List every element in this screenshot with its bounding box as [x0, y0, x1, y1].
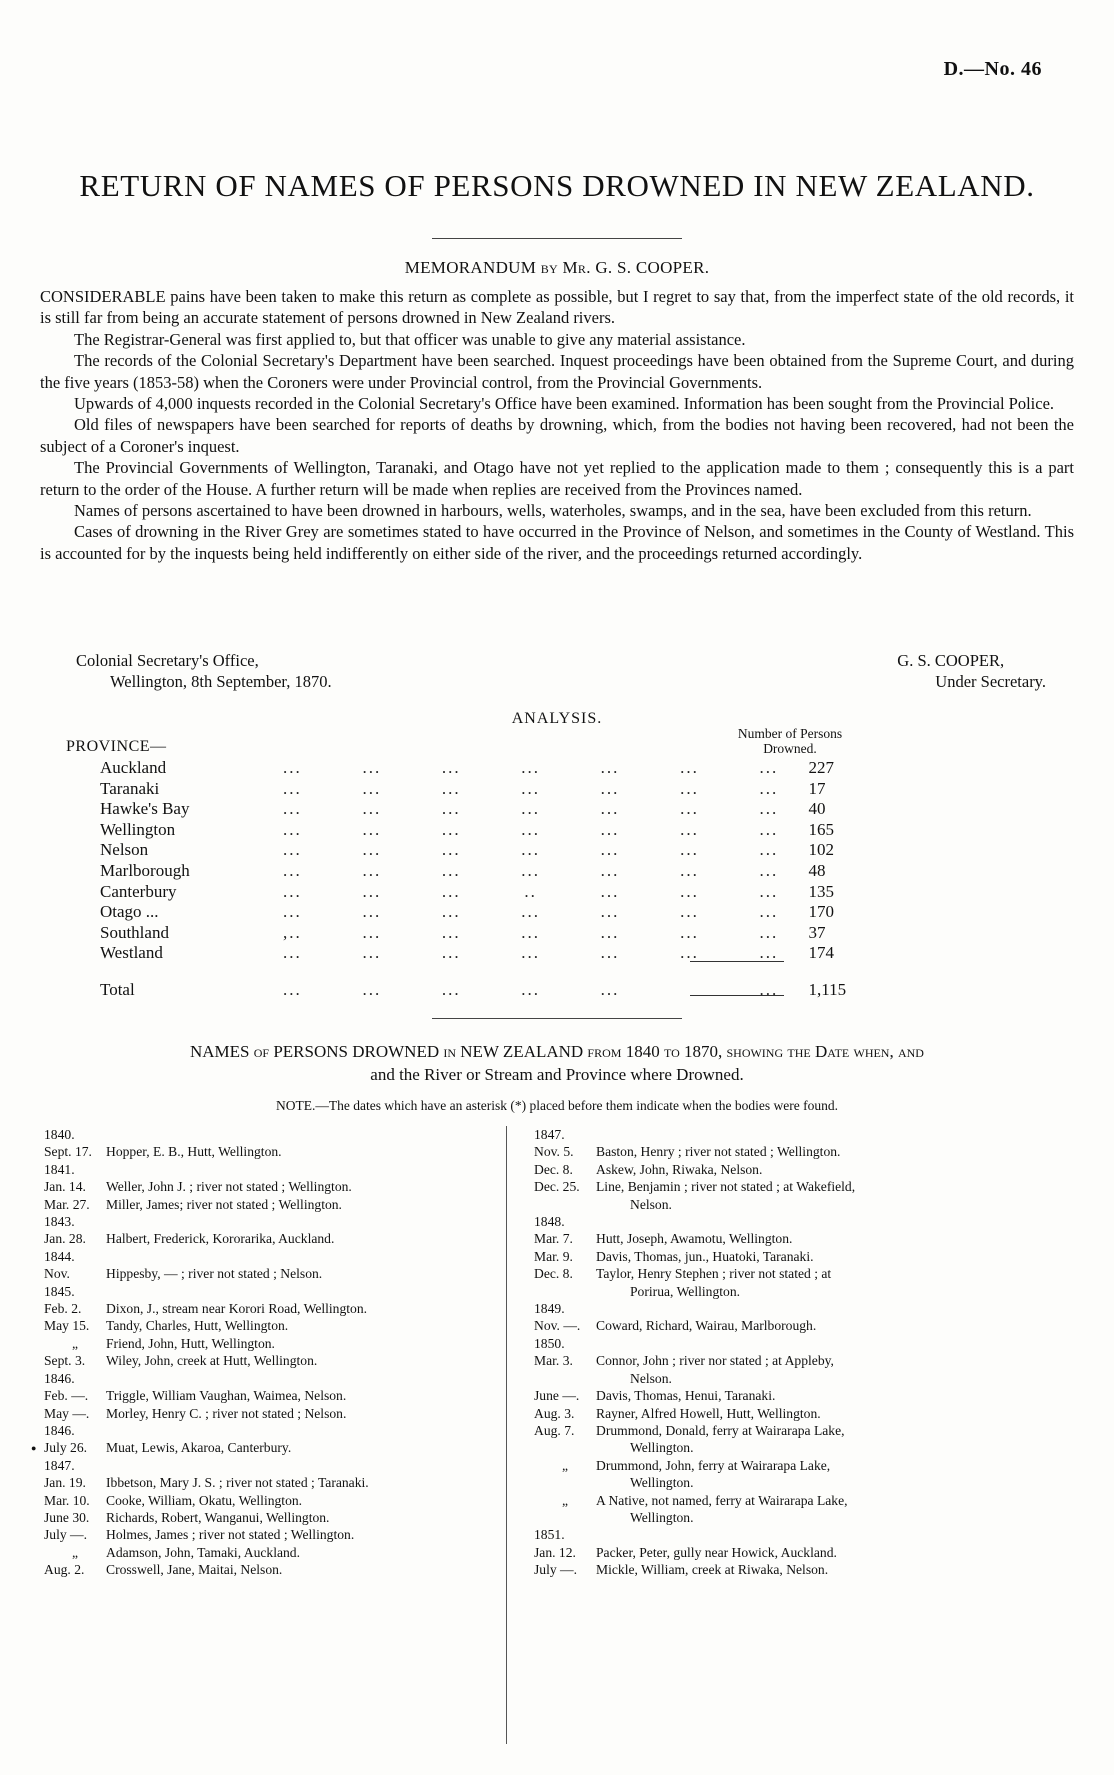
- dot-leader: ...: [600, 758, 620, 777]
- dot-leader: ...: [441, 881, 461, 901]
- list-item: [530, 1387, 1050, 1404]
- dot-leader: ...: [441, 778, 461, 798]
- list-item: [530, 1230, 1050, 1247]
- dot-leader: ...: [441, 922, 461, 942]
- entry-date: Feb. 2.: [44, 1301, 82, 1317]
- dot-leader: ...: [759, 979, 779, 999]
- dot-leader: ...: [521, 799, 540, 819]
- dot-leader: ...: [680, 902, 699, 922]
- list-item: [530, 1405, 1050, 1422]
- paragraph: The Provincial Governments of Wellington, Taranaki, and Otago have not yet replied to the application made to them ; consequently this is a part return to the order of the House. A further return will be made when replies are received from the Provinces named.: [40, 458, 1074, 499]
- signature-block: [40, 650, 1074, 693]
- dot-leader: ...: [362, 778, 382, 798]
- province-name: Hawke's Bay: [100, 799, 190, 819]
- dot-leader: ...: [759, 799, 779, 819]
- paragraph: Cases of drowning in the River Grey are sometimes stated to have occurred in the Province of Nelson, and sometimes in the County of Westland. This is accounted for by the inquests being held indifferently on either side of the river, and the proceedings returned accordingly.: [40, 522, 1074, 563]
- dot-leader: ...: [283, 840, 302, 860]
- place-date-line: Wellington, 8th September, 1870.: [110, 672, 332, 692]
- dot-leader: ...: [680, 799, 699, 819]
- entry-text: Drummond, John, ferry at Wairarapa Lake, Wellington.: [596, 1457, 1050, 1492]
- dot-leader: ...: [600, 819, 620, 839]
- province-name: Auckland: [100, 758, 167, 777]
- list-item: [40, 1265, 485, 1282]
- dot-leader: ...: [521, 819, 540, 839]
- entry-text: Drummond, Donald, ferry at Wairarapa Lake, Wellington.: [596, 1422, 1050, 1457]
- dot-leader: ...: [362, 902, 382, 922]
- list-item: [40, 1230, 485, 1247]
- total-value: 1,115: [808, 979, 847, 999]
- entry-text: Connor, John ; river nor stated ; at Appleby, Nelson.: [596, 1352, 1050, 1387]
- dot-leader: ...: [283, 902, 302, 922]
- list-item: [530, 1561, 1050, 1578]
- dot-leader: ...: [759, 840, 779, 860]
- entry-text: Richards, Robert, Wanganui, Wellington.: [106, 1509, 330, 1525]
- dot-leader: ..: [524, 881, 537, 901]
- dot-leader: ...: [600, 860, 620, 880]
- entry-date: Mar. 7.: [534, 1231, 573, 1247]
- entry-date: Aug. 7.: [534, 1422, 575, 1438]
- dot-leader: ...: [362, 840, 382, 860]
- names-lists: [40, 1126, 1074, 1756]
- year-heading: 1844.: [44, 1248, 75, 1264]
- analysis-table-body: [100, 758, 890, 1001]
- entry-date: Mar. 27.: [44, 1196, 90, 1212]
- entry-date: Mar. 9.: [534, 1248, 573, 1264]
- names-heading-line1: NAMES of PERSONS DROWNED in NEW ZEALAND from 1840 to 1870, showing the Date when, and: [190, 1042, 924, 1061]
- dot-leader: ...: [600, 881, 620, 901]
- entry-date: May 15.: [44, 1318, 90, 1334]
- entry-date: ● July 26.: [40, 1439, 106, 1456]
- column-divider: [506, 1126, 507, 1744]
- province-label: PROVINCE—: [66, 738, 167, 755]
- entry-text-continuation: Nelson.: [630, 1370, 672, 1386]
- list-item: [40, 1544, 485, 1561]
- total-rule-top: [690, 961, 784, 962]
- office-line: Colonial Secretary's Office,: [76, 651, 259, 670]
- entry-text: Crosswell, Jane, Maitai, Nelson.: [106, 1562, 283, 1578]
- dot-leader: ...: [680, 778, 699, 798]
- table-row: [100, 923, 890, 944]
- list-item: [40, 1300, 485, 1317]
- dot-leader: ...: [759, 758, 779, 777]
- paragraph: The Registrar-General was first applied to, but that officer was unable to give any material assistance.: [74, 329, 746, 349]
- dot-leader: ...: [600, 943, 620, 963]
- entry-text: Askew, John, Riwaka, Nelson.: [596, 1161, 763, 1177]
- dot-leader: ...: [283, 758, 302, 777]
- analysis-heading: ANALYSIS.: [511, 710, 603, 727]
- list-item: [40, 1143, 485, 1160]
- entry-text: Mickle, William, creek at Riwaka, Nelson.: [596, 1562, 829, 1578]
- dot-leader: ...: [441, 860, 461, 880]
- dot-leader: ...: [680, 819, 699, 839]
- year-heading: 1843.: [44, 1214, 75, 1230]
- entry-text: Friend, John, Hutt, Wellington.: [106, 1335, 275, 1351]
- dot-leader: ...: [600, 840, 620, 860]
- dot-leader: ...: [680, 860, 699, 880]
- year-heading: 1851.: [534, 1527, 565, 1543]
- year-heading: 1846.: [44, 1370, 75, 1386]
- drowned-count: 165: [808, 819, 835, 839]
- list-item: [40, 1439, 485, 1456]
- dot-leader: ...: [441, 943, 461, 963]
- dot-leader: ,..: [283, 922, 302, 942]
- list-item: [40, 1178, 485, 1195]
- dot-leader: ...: [362, 799, 382, 819]
- province-name: Westland: [100, 943, 163, 963]
- dot-leader: ...: [759, 943, 779, 963]
- dot-leader: ...: [441, 840, 461, 860]
- dot-leader: ...: [441, 799, 461, 819]
- entry-date: Mar. 10.: [44, 1492, 90, 1508]
- entry-text: Davis, Thomas, Henui, Taranaki.: [596, 1388, 776, 1404]
- analysis-table: [100, 758, 890, 1001]
- dot-leader: ...: [362, 819, 382, 839]
- province-name: Southland: [100, 922, 169, 942]
- drowned-count: 37: [808, 922, 826, 942]
- entry-text: A Native, not named, ferry at Wairarapa Lake, Wellington.: [596, 1492, 1050, 1527]
- entry-text: Packer, Peter, gully near Howick, Auckland.: [596, 1544, 837, 1560]
- paragraph: CONSIDERABLE pains have been taken to make this return as complete as possible, but I regret to say that, from the imperfect state of the old records, it is still far from being an accurate statement of persons drowned in New Zealand rivers.: [40, 287, 1074, 328]
- dot-leader: ...: [600, 979, 620, 999]
- entry-date: Dec. 8.: [534, 1161, 573, 1177]
- entry-date: June 30.: [44, 1509, 90, 1525]
- dot-leader: ...: [441, 758, 461, 777]
- entry-date: Aug. 3.: [534, 1405, 575, 1421]
- year-heading: 1850.: [534, 1335, 565, 1351]
- year-heading: 1840.: [44, 1127, 75, 1142]
- year-heading: 1846.: [44, 1422, 75, 1438]
- list-item: [40, 1509, 485, 1526]
- dot-leader: ...: [283, 799, 302, 819]
- dot-leader: ...: [283, 778, 302, 798]
- paragraph: Upwards of 4,000 inquests recorded in the Colonial Secretary's Office have been examined. Information has been sought from the Provincial Police.: [74, 394, 1055, 414]
- drowned-count: 40: [808, 799, 826, 819]
- entry-text: Cooke, William, Okatu, Wellington.: [106, 1492, 303, 1508]
- entry-date: July —.: [44, 1527, 88, 1543]
- dot-leader: ...: [759, 819, 779, 839]
- entry-date: Aug. 2.: [44, 1562, 85, 1578]
- signature-left: [40, 650, 332, 693]
- entry-text: Muat, Lewis, Akaroa, Canterbury.: [106, 1440, 292, 1456]
- drowned-count: 227: [808, 758, 835, 777]
- entry-text: Holmes, James ; river not stated ; Wellington.: [106, 1527, 355, 1543]
- analysis-column-header-line2: Drowned.: [763, 741, 817, 756]
- list-item: [530, 1544, 1050, 1561]
- dot-leader: ...: [759, 860, 779, 880]
- entry-text: Taylor, Henry Stephen ; river not stated ; at Porirua, Wellington.: [596, 1265, 1050, 1300]
- names-left-column: [40, 1126, 485, 1579]
- drowned-count: 170: [808, 902, 835, 922]
- province-name: Marlborough: [100, 860, 190, 880]
- dot-leader: ...: [441, 819, 461, 839]
- entry-text: Miller, James; river not stated ; Wellington.: [106, 1196, 342, 1212]
- table-row: [100, 861, 890, 882]
- names-right-column: [530, 1126, 1050, 1579]
- list-item: [530, 1492, 1050, 1527]
- list-item: [40, 1561, 485, 1578]
- entry-date: Nov. 5.: [534, 1144, 574, 1160]
- entry-date: May —.: [44, 1405, 90, 1421]
- entry-date: July —.: [534, 1562, 578, 1578]
- entry-text-continuation: Wellington.: [630, 1509, 694, 1525]
- analysis-column-header-line1: Number of Persons: [737, 726, 843, 741]
- page-title: RETURN OF NAMES OF PERSONS DROWNED IN NEW ZEALAND.: [79, 168, 1035, 203]
- drowned-count: 48: [808, 860, 826, 880]
- entry-text: Coward, Richard, Wairau, Marlborough.: [596, 1318, 817, 1334]
- province-name: Taranaki: [100, 778, 160, 798]
- dot-leader: ...: [362, 881, 382, 901]
- dot-leader: ...: [600, 922, 620, 942]
- entry-date: Nov.: [44, 1266, 70, 1282]
- paragraph: Names of persons ascertained to have been drowned in harbours, wells, waterholes, swamps, and in the sea, have been excluded from this return.: [74, 501, 1032, 521]
- list-item: [40, 1492, 485, 1509]
- entry-text: Baston, Henry ; river not stated ; Wellington.: [596, 1144, 841, 1160]
- year-heading: 1845.: [44, 1283, 75, 1299]
- dot-leader: ...: [441, 902, 461, 922]
- divider-bottom: [432, 1018, 682, 1019]
- entry-date: Sept. 17.: [44, 1144, 92, 1160]
- entry-date: Feb. —.: [44, 1388, 89, 1404]
- dot-leader: ...: [759, 881, 779, 901]
- entry-text: Dixon, J., stream near Korori Road, Wellington.: [106, 1301, 368, 1317]
- dot-leader: ...: [680, 881, 699, 901]
- entry-text: Wiley, John, creek at Hutt, Wellington.: [106, 1353, 318, 1369]
- province-name: Nelson: [100, 840, 149, 860]
- entry-date: Sept. 3.: [44, 1353, 86, 1369]
- table-row: [100, 882, 890, 903]
- table-row: [100, 820, 890, 841]
- entry-text: Hippesby, — ; river not stated ; Nelson.: [106, 1266, 323, 1282]
- dot-leader: ...: [600, 778, 620, 798]
- memorandum-body: [40, 286, 1074, 564]
- dot-leader: ...: [362, 758, 382, 777]
- list-item: [40, 1352, 485, 1369]
- names-section-heading: [40, 1040, 1074, 1086]
- entry-date: Jan. 14.: [44, 1179, 86, 1195]
- list-item: [40, 1196, 485, 1213]
- entry-date: Nov. —.: [534, 1318, 581, 1334]
- entry-text: Line, Benjamin ; river not stated ; at Wakefield, Nelson.: [596, 1178, 1050, 1213]
- entry-date: Dec. 8.: [534, 1266, 573, 1282]
- dot-leader: ...: [680, 758, 699, 777]
- entry-text: Rayner, Alfred Howell, Hutt, Wellington.: [596, 1405, 821, 1421]
- entry-date: „: [561, 1457, 569, 1473]
- drowned-count: 174: [808, 943, 835, 963]
- table-row: [100, 902, 890, 923]
- dot-leader: ...: [362, 979, 382, 999]
- list-item: [530, 1422, 1050, 1457]
- names-heading-line2: and the River or Stream and Province where Drowned.: [370, 1065, 744, 1084]
- entry-text-continuation: Porirua, Wellington.: [630, 1283, 741, 1299]
- dot-leader: ...: [521, 860, 540, 880]
- dot-leader: ...: [759, 902, 779, 922]
- dot-leader: ...: [283, 943, 302, 963]
- entry-date: „: [71, 1335, 79, 1351]
- entry-date: Jan. 19.: [44, 1475, 86, 1491]
- entry-date: „: [71, 1544, 79, 1560]
- paragraph: The records of the Colonial Secretary's Department have been searched. Inquest proceedings have been obtained from the Supreme Court, and during the five years (1853-58) when the Coroners were under Provincial control, from the Provincial Governments.: [40, 351, 1074, 392]
- dot-leader: ...: [680, 840, 699, 860]
- year-heading: 1847.: [44, 1457, 75, 1473]
- document-number: D.—No. 46: [943, 58, 1042, 80]
- dot-leader: ...: [521, 758, 540, 777]
- table-row: [100, 758, 890, 779]
- list-item: [40, 1335, 485, 1352]
- signer-role: Under Secretary.: [935, 672, 1046, 692]
- total-label: Total: [100, 979, 135, 999]
- list-item: [40, 1405, 485, 1422]
- year-heading: 1847.: [534, 1127, 565, 1142]
- dot-leader: ...: [600, 799, 620, 819]
- dot-leader: ...: [362, 943, 382, 963]
- dot-leader: ...: [680, 943, 699, 963]
- list-item: [530, 1178, 1050, 1213]
- province-name: Otago ...: [100, 902, 159, 922]
- entry-text: Triggle, William Vaughan, Waimea, Nelson.: [106, 1388, 347, 1404]
- entry-text: Tandy, Charles, Hutt, Wellington.: [106, 1318, 289, 1334]
- names-note: NOTE.—The dates which have an asterisk (*) placed before them indicate when the bodies were found.: [276, 1098, 838, 1113]
- dot-leader: ...: [283, 860, 302, 880]
- entry-text: Weller, John J. ; river not stated ; Wellington.: [106, 1179, 352, 1195]
- entry-text-continuation: Wellington.: [630, 1440, 694, 1456]
- list-item: [530, 1317, 1050, 1334]
- dot-leader: ...: [680, 922, 699, 942]
- drowned-count: 17: [808, 778, 826, 798]
- dot-leader: ...: [362, 922, 382, 942]
- list-item: [530, 1265, 1050, 1300]
- entry-date: Dec. 25.: [534, 1179, 580, 1195]
- dot-leader: ...: [441, 979, 461, 999]
- total-rule-bottom: [690, 995, 784, 996]
- entry-date: Mar. 3.: [534, 1353, 573, 1369]
- entry-text: Halbert, Frederick, Kororarika, Auckland.: [106, 1231, 335, 1247]
- list-item: [40, 1317, 485, 1334]
- dot-leader: ...: [283, 881, 302, 901]
- divider-top: [432, 238, 682, 239]
- year-heading: 1841.: [44, 1161, 75, 1177]
- entry-date: Jan. 12.: [534, 1544, 576, 1560]
- entry-text: Hopper, E. B., Hutt, Wellington.: [106, 1144, 282, 1160]
- dot-leader: ...: [759, 922, 779, 942]
- table-row: [100, 799, 890, 820]
- entry-date: „: [561, 1492, 569, 1508]
- table-row: [100, 840, 890, 861]
- entry-text: Ibbetson, Mary J. S. ; river not stated ; Taranaki.: [106, 1475, 369, 1491]
- dot-leader: ...: [521, 778, 540, 798]
- list-item: [40, 1526, 485, 1543]
- dot-leader: ...: [521, 902, 540, 922]
- drowned-count: 102: [808, 840, 835, 860]
- list-item: [530, 1352, 1050, 1387]
- dot-leader: ...: [521, 922, 540, 942]
- dot-leader: ...: [759, 778, 779, 798]
- entry-text-continuation: Nelson.: [630, 1196, 672, 1212]
- list-item: [40, 1474, 485, 1491]
- entry-date: Jan. 28.: [44, 1231, 86, 1247]
- paragraph: Old files of newspapers have been searched for reports of deaths by drowning, which, from the bodies not having been recovered, had not been the subject of a Coroner's inquest.: [40, 415, 1074, 456]
- signature-right: [897, 650, 1074, 693]
- entry-text: Davis, Thomas, jun., Huatoki, Taranaki.: [596, 1248, 814, 1264]
- memorandum-heading: MEMORANDUM by Mr. G. S. COOPER.: [404, 258, 710, 277]
- dot-leader: ...: [600, 902, 620, 922]
- entry-text: Morley, Henry C. ; river not stated ; Nelson.: [106, 1405, 347, 1421]
- entry-text: Hutt, Joseph, Awamotu, Wellington.: [596, 1231, 793, 1247]
- dot-leader: ...: [521, 943, 540, 963]
- dot-leader: ...: [362, 860, 382, 880]
- list-item: [530, 1248, 1050, 1265]
- dot-leader: ...: [521, 979, 540, 999]
- province-name: Canterbury: [100, 881, 177, 901]
- entry-text-continuation: Wellington.: [630, 1475, 694, 1491]
- year-heading: 1848.: [534, 1214, 565, 1230]
- list-item: [40, 1387, 485, 1404]
- drowned-count: 135: [808, 881, 835, 901]
- dot-leader: ...: [283, 979, 302, 999]
- list-item: [530, 1457, 1050, 1492]
- list-item: [530, 1161, 1050, 1178]
- list-item: [530, 1143, 1050, 1160]
- province-name: Wellington: [100, 819, 176, 839]
- entry-date: June —.: [534, 1388, 580, 1404]
- entry-text: Adamson, John, Tamaki, Auckland.: [106, 1544, 300, 1560]
- dot-leader: ...: [283, 819, 302, 839]
- signer-name: G. S. COOPER,: [897, 651, 1005, 670]
- dot-leader: ...: [521, 840, 540, 860]
- year-heading: 1849.: [534, 1301, 565, 1317]
- table-row: [100, 779, 890, 800]
